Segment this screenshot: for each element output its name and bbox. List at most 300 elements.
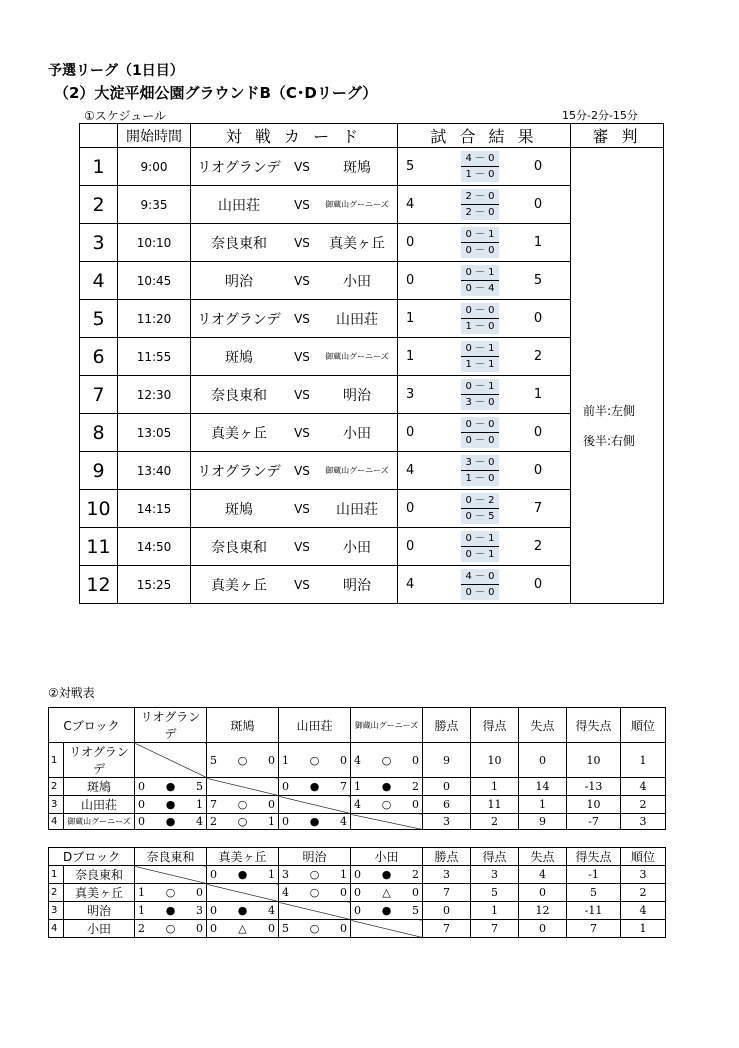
stat-value: 12	[519, 902, 567, 920]
score-a: 0	[406, 235, 415, 250]
match-number: 12	[80, 566, 118, 604]
team-b: 明治	[343, 387, 371, 404]
team-a: 真美ヶ丘	[211, 577, 267, 594]
stat-value: 4	[621, 902, 666, 920]
match-card	[191, 262, 398, 300]
opponent-header: 山田荘	[279, 708, 351, 743]
match-cell	[207, 814, 279, 830]
match-card	[191, 148, 398, 186]
goals-for: 1	[138, 886, 145, 899]
block-row	[49, 884, 666, 902]
match-cell-wrap	[207, 798, 278, 811]
result-mark: ●	[381, 868, 392, 881]
match-result-wrap	[398, 303, 570, 334]
first-half-score: 0 － 1	[461, 531, 499, 547]
score-a: 4	[406, 577, 415, 592]
goals-against: 0	[339, 886, 347, 899]
score-b: 0	[533, 425, 543, 440]
match-cell	[279, 866, 351, 884]
team-b: 小田	[343, 273, 371, 290]
result-mark: ●	[165, 798, 176, 811]
team-b: 御蔵山グーニーズ	[325, 466, 389, 475]
second-half-score: 1 － 0	[461, 471, 499, 486]
stat-value: -7	[567, 814, 621, 830]
match-card	[191, 452, 398, 490]
match-cell-wrap	[351, 798, 422, 811]
score-a: 1	[406, 349, 415, 364]
goals-for: 2	[138, 922, 145, 935]
match-cell-wrap	[135, 904, 206, 917]
score-a: 5	[406, 159, 415, 174]
team-b: 小田	[343, 539, 371, 556]
score-b: 0	[533, 311, 543, 326]
stat-value: -11	[567, 902, 621, 920]
score-b: 2	[533, 539, 543, 554]
stat-header: 勝点	[423, 848, 471, 866]
match-cell-wrap	[351, 754, 422, 767]
header-result: 試 合 結 果	[398, 124, 571, 148]
team-a: 山田荘	[218, 197, 260, 214]
goals-for: 0	[354, 868, 361, 881]
match-card-wrap	[191, 309, 397, 329]
result-mark: ○	[309, 886, 320, 899]
block-row	[49, 814, 666, 830]
stat-value: 3	[423, 866, 471, 884]
self-cell-diagonal	[207, 778, 279, 796]
goals-for: 4	[354, 753, 361, 767]
match-time: 14:50	[118, 528, 191, 566]
stat-header: 得点	[471, 848, 519, 866]
half-scores	[454, 151, 506, 182]
matrix-label: ②対戦表	[48, 686, 95, 700]
score-a: 4	[406, 197, 415, 212]
match-number: 3	[80, 224, 118, 262]
team-name: 奈良東和	[64, 866, 135, 884]
match-result	[398, 262, 571, 300]
team-index: 3	[49, 796, 64, 814]
match-result	[398, 528, 571, 566]
match-card	[191, 300, 398, 338]
block-row	[49, 902, 666, 920]
first-half-score: 0 － 0	[461, 303, 499, 319]
team-a: 奈良東和	[211, 235, 267, 252]
stat-value: 7	[471, 920, 519, 938]
match-cell-wrap	[279, 868, 350, 881]
half-scores	[454, 417, 506, 448]
result-mark: ○	[165, 886, 176, 899]
stat-value: 2	[471, 814, 519, 830]
stat-value: 2	[621, 796, 666, 814]
match-number: 9	[80, 452, 118, 490]
match-result-wrap	[398, 341, 570, 372]
match-result-wrap	[398, 189, 570, 220]
match-time: 11:20	[118, 300, 191, 338]
vs-label: VS	[294, 539, 310, 554]
result-mark: ○	[381, 753, 392, 767]
match-cell	[207, 796, 279, 814]
match-card-wrap	[191, 423, 397, 443]
match-number: 5	[80, 300, 118, 338]
opponent-header: 御蔵山グーニーズ	[351, 708, 423, 743]
first-half-score: 3 － 0	[461, 455, 499, 471]
schedule-table	[79, 123, 664, 604]
goals-for: 0	[210, 868, 217, 881]
goals-against: 1	[195, 798, 203, 811]
match-cell-wrap	[279, 922, 350, 935]
match-result-wrap	[398, 493, 570, 524]
opponent-header: 奈良東和	[135, 848, 207, 866]
goals-against: 0	[339, 753, 347, 767]
team-index: 4	[49, 814, 64, 830]
block-d-table	[48, 847, 666, 938]
goals-for: 1	[138, 904, 145, 917]
match-time: 10:45	[118, 262, 191, 300]
score-a: 3	[406, 387, 415, 402]
match-card-wrap	[191, 347, 397, 367]
score-b: 0	[533, 197, 543, 212]
block-name: Cブロック	[49, 708, 135, 743]
match-cell-wrap	[207, 754, 278, 767]
stat-value: 10	[567, 796, 621, 814]
half-scores	[454, 189, 506, 220]
match-cell-wrap	[207, 922, 278, 935]
result-mark: ○	[237, 815, 248, 828]
half-scores	[454, 303, 506, 334]
match-cell	[135, 814, 207, 830]
goals-against: 0	[267, 753, 275, 767]
score-a: 4	[406, 463, 415, 478]
team-a: 奈良東和	[211, 539, 267, 556]
match-cell	[207, 743, 279, 778]
match-result-wrap	[398, 227, 570, 258]
result-mark: ●	[309, 815, 320, 828]
first-half-score: 0 － 0	[461, 417, 499, 433]
half-scores	[454, 455, 506, 486]
goals-for: 1	[282, 753, 289, 767]
stat-value: 5	[471, 884, 519, 902]
match-result-wrap	[398, 265, 570, 296]
vs-label: VS	[294, 577, 310, 592]
second-half-score: 0 － 4	[461, 281, 499, 296]
stat-value: 10	[567, 743, 621, 778]
stat-header: 順位	[621, 708, 666, 743]
referee-note-line: 前半:左側	[583, 403, 636, 418]
match-card-wrap	[191, 195, 397, 215]
stat-value: 3	[471, 866, 519, 884]
first-half-score: 0 － 2	[461, 493, 499, 509]
goals-against: 5	[411, 904, 419, 917]
score-a: 0	[406, 273, 415, 288]
match-result	[398, 566, 571, 604]
team-b: 山田荘	[336, 501, 378, 518]
stat-header: 順位	[621, 848, 666, 866]
header-no	[80, 124, 118, 148]
second-half-score: 0 － 0	[461, 433, 499, 448]
match-cell	[135, 796, 207, 814]
goals-against: 1	[339, 868, 347, 881]
goals-against: 0	[411, 753, 419, 767]
match-cell-wrap	[279, 886, 350, 899]
team-index: 1	[49, 866, 64, 884]
result-mark: ○	[237, 798, 248, 811]
team-name: 明治	[64, 902, 135, 920]
stat-header: 勝点	[423, 708, 471, 743]
title-league: 予選リーグ（1日目）	[48, 63, 184, 79]
stat-value: 14	[519, 778, 567, 796]
schedule-row	[80, 148, 664, 186]
goals-for: 0	[354, 904, 361, 917]
block-header-row	[49, 848, 666, 866]
block-row	[49, 796, 666, 814]
team-b: 御蔵山グーニーズ	[325, 352, 389, 361]
score-a: 1	[406, 311, 415, 326]
match-cell-wrap	[207, 868, 278, 881]
match-card-wrap	[191, 499, 397, 519]
schedule-header-row	[80, 124, 664, 148]
team-name: 御蔵山グーニーズ	[64, 814, 135, 830]
team-index: 3	[49, 902, 64, 920]
stat-value: 3	[423, 814, 471, 830]
team-b: 山田荘	[336, 311, 378, 328]
match-result-wrap	[398, 151, 570, 182]
match-number: 2	[80, 186, 118, 224]
second-half-score: 0 － 1	[461, 547, 499, 562]
half-scores	[454, 569, 506, 600]
half-scores	[454, 227, 506, 258]
stat-value: 4	[621, 778, 666, 796]
score-b: 0	[533, 577, 543, 592]
match-cell-wrap	[135, 798, 206, 811]
result-mark: ●	[165, 904, 176, 917]
match-cell-wrap	[135, 922, 206, 935]
match-result-wrap	[398, 569, 570, 600]
match-cell	[279, 778, 351, 796]
team-index: 4	[49, 920, 64, 938]
goals-for: 5	[210, 753, 217, 767]
score-b: 0	[533, 463, 543, 478]
stat-value: 0	[519, 884, 567, 902]
score-b: 7	[533, 501, 543, 516]
team-b: 斑鳩	[343, 159, 371, 176]
result-mark: ●	[309, 780, 320, 793]
match-cell-wrap	[135, 815, 206, 828]
team-name: 山田荘	[64, 796, 135, 814]
match-cell	[351, 884, 423, 902]
match-time: 15:25	[118, 566, 191, 604]
goals-against: 0	[339, 922, 347, 935]
match-result	[398, 490, 571, 528]
second-half-score: 0 － 0	[461, 585, 499, 600]
stat-value: 3	[621, 814, 666, 830]
team-a: リオグランデ	[197, 159, 281, 176]
match-result	[398, 338, 571, 376]
stat-value: 1	[471, 902, 519, 920]
team-a: リオグランデ	[197, 311, 281, 328]
result-mark: ○	[309, 868, 320, 881]
self-cell-diagonal	[351, 920, 423, 938]
match-result	[398, 300, 571, 338]
result-mark: ●	[237, 868, 248, 881]
match-cell-wrap	[351, 886, 422, 899]
match-result	[398, 186, 571, 224]
goals-for: 0	[354, 886, 361, 899]
referee-note-line: 後半:右側	[583, 433, 636, 448]
team-b: 真美ヶ丘	[329, 235, 385, 252]
second-half-score: 1 － 1	[461, 357, 499, 372]
block-row	[49, 866, 666, 884]
first-half-score: 4 － 0	[461, 569, 499, 585]
vs-label: VS	[294, 349, 310, 364]
goals-for: 0	[210, 922, 217, 935]
match-time: 9:35	[118, 186, 191, 224]
match-cell	[135, 920, 207, 938]
match-number: 7	[80, 376, 118, 414]
stat-value: 0	[423, 902, 471, 920]
match-card	[191, 414, 398, 452]
result-mark: ●	[381, 780, 392, 793]
result-mark: ○	[309, 753, 320, 767]
team-name: 斑鳩	[64, 778, 135, 796]
stat-value: 1	[621, 743, 666, 778]
stat-value: 1	[471, 778, 519, 796]
team-b: 御蔵山グーニーズ	[325, 200, 389, 209]
match-cell	[207, 920, 279, 938]
goals-for: 0	[138, 780, 145, 793]
result-mark: ○	[165, 922, 176, 935]
match-card-wrap	[191, 537, 397, 557]
vs-label: VS	[294, 159, 310, 174]
vs-label: VS	[294, 273, 310, 288]
time-rule: 15分-2分-15分	[562, 109, 638, 122]
schedule-label: ①スケジュール	[84, 109, 167, 123]
match-result	[398, 148, 571, 186]
match-number: 8	[80, 414, 118, 452]
score-b: 1	[533, 235, 543, 250]
block-c-table	[48, 707, 666, 830]
team-b: 明治	[343, 577, 371, 594]
result-mark: ●	[237, 904, 248, 917]
match-number: 1	[80, 148, 118, 186]
goals-for: 0	[282, 780, 289, 793]
match-cell	[351, 866, 423, 884]
team-a: 明治	[225, 273, 253, 290]
result-mark: ●	[165, 780, 176, 793]
match-cell	[207, 902, 279, 920]
match-time: 10:10	[118, 224, 191, 262]
match-card-wrap	[191, 233, 397, 253]
goals-against: 1	[267, 868, 275, 881]
second-half-score: 3 － 0	[461, 395, 499, 410]
second-half-score: 1 － 0	[461, 319, 499, 334]
opponent-header: 小田	[351, 848, 423, 866]
self-cell-diagonal	[135, 743, 207, 778]
match-cell-wrap	[351, 904, 422, 917]
match-cell	[279, 920, 351, 938]
stat-value: 0	[519, 743, 567, 778]
second-half-score: 1 － 0	[461, 167, 499, 182]
score-b: 2	[533, 349, 543, 364]
goals-against: 0	[267, 798, 275, 811]
match-result-wrap	[398, 379, 570, 410]
stat-value: 7	[423, 884, 471, 902]
goals-for: 7	[210, 798, 217, 811]
title-venue: （2）大淀平畑公園グラウンドB（C･Dリーグ）	[54, 84, 378, 102]
match-cell-wrap	[279, 815, 350, 828]
stat-value: 6	[423, 796, 471, 814]
stat-value: 5	[567, 884, 621, 902]
team-b: 小田	[343, 425, 371, 442]
match-time: 13:05	[118, 414, 191, 452]
goals-for: 3	[282, 868, 289, 881]
result-mark: ●	[165, 815, 176, 828]
self-cell-diagonal	[135, 866, 207, 884]
match-cell	[351, 902, 423, 920]
goals-against: 2	[411, 780, 419, 793]
team-index: 2	[49, 778, 64, 796]
match-cell	[135, 902, 207, 920]
match-card-wrap	[191, 575, 397, 595]
result-mark: ○	[309, 922, 320, 935]
goals-against: 1	[267, 815, 275, 828]
match-card-wrap	[191, 461, 397, 481]
stat-header: 得点	[471, 708, 519, 743]
result-mark: ○	[237, 753, 248, 767]
goals-for: 1	[354, 780, 361, 793]
result-mark: △	[238, 922, 247, 935]
self-cell-diagonal	[279, 902, 351, 920]
block-name: Dブロック	[49, 848, 135, 866]
match-time: 9:00	[118, 148, 191, 186]
second-half-score: 0 － 5	[461, 509, 499, 524]
opponent-header: 斑鳩	[207, 708, 279, 743]
vs-label: VS	[294, 463, 310, 478]
match-result	[398, 224, 571, 262]
half-scores	[454, 379, 506, 410]
score-b: 5	[533, 273, 543, 288]
block-row	[49, 778, 666, 796]
match-card	[191, 566, 398, 604]
stat-value: 10	[471, 743, 519, 778]
match-card	[191, 490, 398, 528]
half-scores	[454, 341, 506, 372]
match-cell-wrap	[135, 780, 206, 793]
match-card	[191, 338, 398, 376]
match-cell-wrap	[279, 754, 350, 767]
match-cell	[135, 778, 207, 796]
first-half-score: 0 － 1	[461, 227, 499, 243]
match-cell	[351, 778, 423, 796]
match-cell-wrap	[207, 904, 278, 917]
match-number: 6	[80, 338, 118, 376]
match-result-wrap	[398, 417, 570, 448]
second-half-score: 2 － 0	[461, 205, 499, 220]
stat-value: 4	[519, 866, 567, 884]
goals-for: 0	[210, 904, 217, 917]
stat-header: 失点	[519, 848, 567, 866]
result-mark: ○	[381, 798, 392, 811]
vs-label: VS	[294, 501, 310, 516]
stat-header: 得失点	[567, 708, 621, 743]
team-name: リオグランデ	[64, 743, 135, 778]
score-a: 0	[406, 539, 415, 554]
half-scores	[454, 531, 506, 562]
stat-header: 失点	[519, 708, 567, 743]
match-time: 11:55	[118, 338, 191, 376]
goals-against: 5	[195, 780, 203, 793]
first-half-score: 0 － 1	[461, 341, 499, 357]
header-referee: 審 判	[571, 124, 664, 148]
team-name: 真美ヶ丘	[64, 884, 135, 902]
